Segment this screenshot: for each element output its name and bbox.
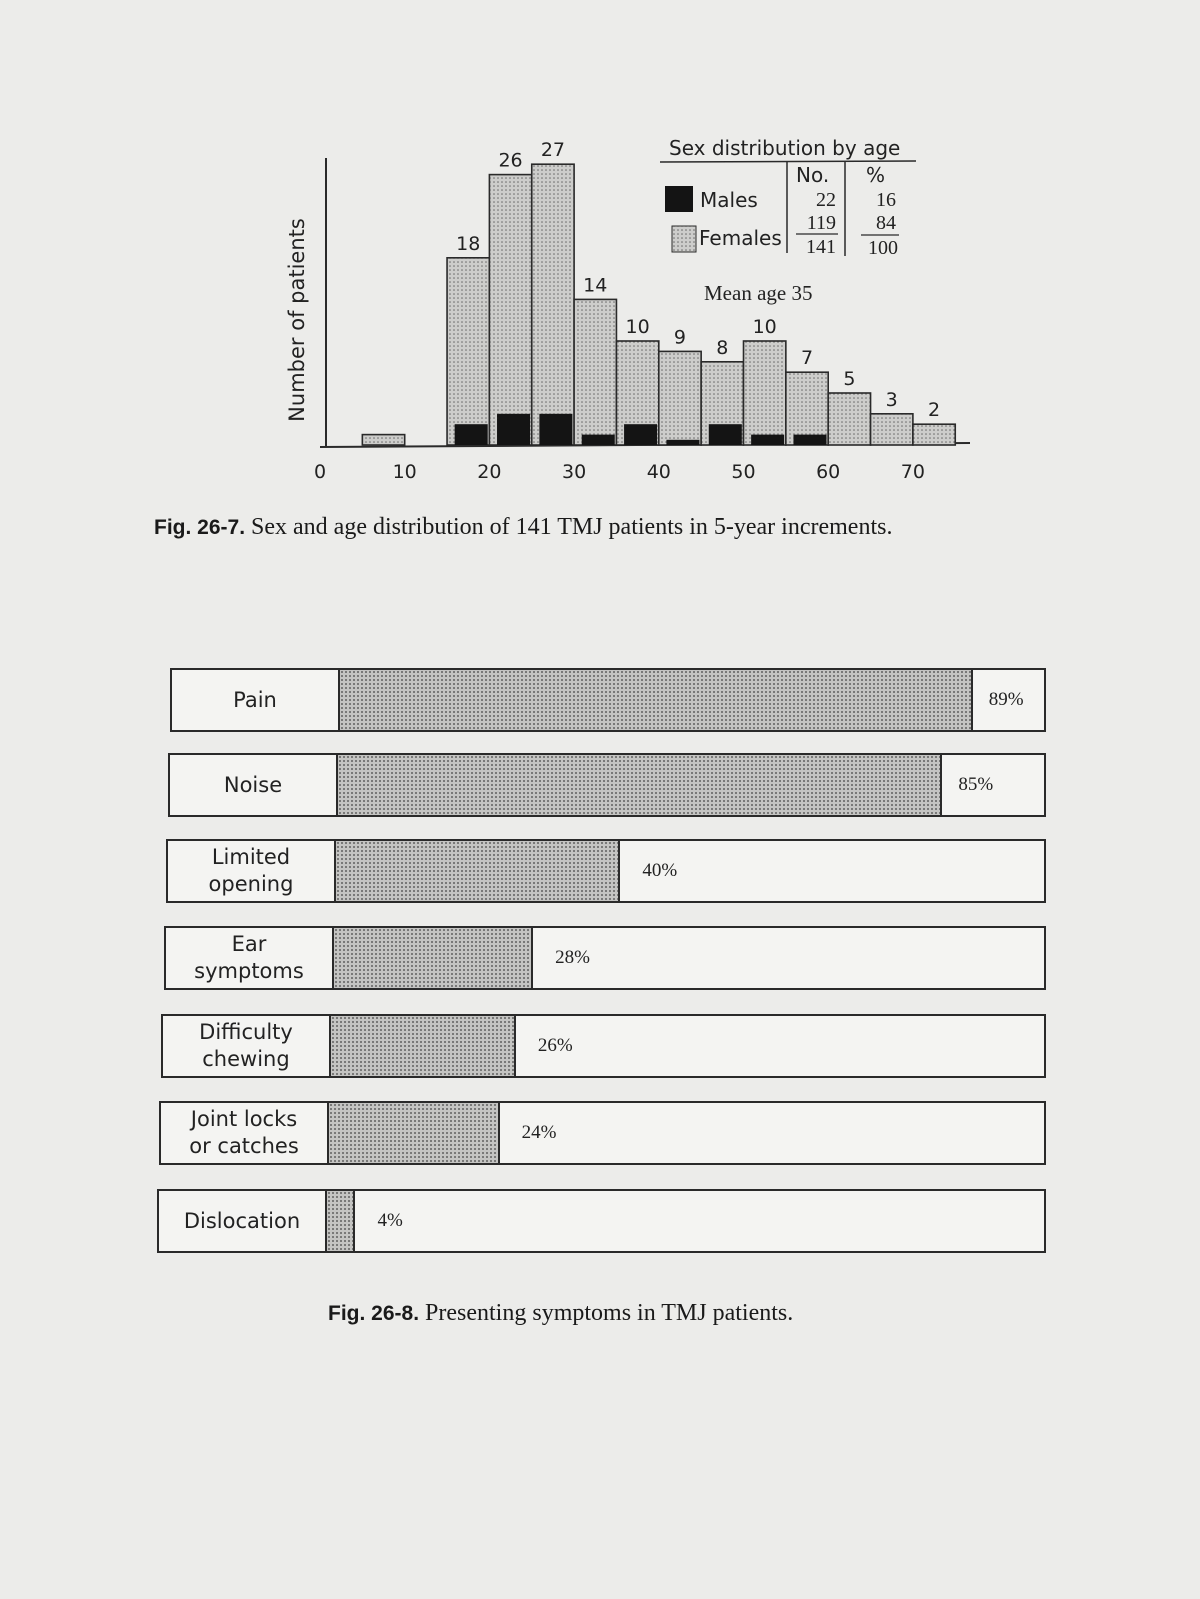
symptom-track <box>338 755 1044 815</box>
males-pct: 16 <box>876 189 896 211</box>
symptom-percent: 40% <box>642 860 678 881</box>
x-tick-label: 0 <box>313 461 327 483</box>
x-tick-label: 30 <box>562 461 587 483</box>
x-tick-label: 50 <box>731 461 756 483</box>
symptom-track <box>329 1103 1044 1163</box>
caption-1-text: Sex and age distribution of 141 TMJ patients in 5-year increments. <box>245 514 893 540</box>
mean-age: Mean age 35 <box>704 281 813 305</box>
symptom-label: Difficulty chewing <box>163 1016 331 1076</box>
bar-value-label: 9 <box>673 326 687 349</box>
symptom-row <box>168 753 1046 817</box>
symptom-track <box>340 670 1044 730</box>
x-tick-label: 60 <box>816 461 841 483</box>
symptom-track <box>334 928 1044 988</box>
x-tick-label: 20 <box>477 461 502 483</box>
x-tick-label: 10 <box>392 461 417 483</box>
females-no: 119 <box>806 212 836 234</box>
bar-value-label: 10 <box>625 316 650 338</box>
symptom-label: Noise <box>170 755 338 815</box>
bar-value-label: 3 <box>885 388 898 411</box>
symptom-bar <box>336 841 620 901</box>
legend-col-pct: % <box>866 163 886 187</box>
symptom-label: Dislocation <box>159 1191 327 1251</box>
symptom-row <box>157 1189 1046 1253</box>
symptom-track <box>336 841 1044 901</box>
bar-value-label: 26 <box>498 149 523 172</box>
symptom-label: Joint locks or catches <box>161 1103 329 1163</box>
symptom-label: Pain <box>172 670 340 730</box>
figure-caption-2 <box>328 1300 793 1327</box>
symptom-bar <box>334 928 533 988</box>
symptom-label: Ear symptoms <box>166 928 334 988</box>
caption-2-label: Fig. 26-8. <box>328 1302 420 1325</box>
bar-value-label: 10 <box>752 316 777 338</box>
symptom-row <box>166 839 1046 903</box>
symptom-bar <box>331 1016 516 1076</box>
symptom-bar <box>327 1191 355 1251</box>
symptom-percent: 89% <box>988 689 1024 710</box>
symptom-track <box>327 1191 1044 1251</box>
x-tick-label: 40 <box>646 461 671 483</box>
symptom-bar <box>338 755 942 815</box>
total-pct: 100 <box>868 237 898 259</box>
males-no: 22 <box>816 189 836 211</box>
symptom-percent: 4% <box>377 1210 403 1231</box>
females-pct: 84 <box>876 212 896 234</box>
symptom-percent: 26% <box>537 1035 573 1056</box>
legend-title: Sex distribution by age <box>669 136 901 160</box>
symptom-row <box>164 926 1046 990</box>
symptom-percent: 28% <box>555 947 590 968</box>
total-no: 141 <box>806 236 836 258</box>
caption-2-text: Presenting symptoms in TMJ patients. <box>419 1300 794 1326</box>
bar-value-label: 14 <box>583 274 608 297</box>
symptom-percent: 24% <box>521 1122 557 1143</box>
y-axis-label: Number of patients <box>285 218 309 422</box>
symptom-row <box>161 1014 1046 1078</box>
bar-value-label: 7 <box>800 347 814 370</box>
symptom-bar <box>340 670 973 730</box>
legend-female-label: Females <box>699 226 782 250</box>
symptom-bar <box>329 1103 500 1163</box>
symptom-row <box>170 668 1046 732</box>
symptom-row <box>159 1101 1046 1165</box>
x-tick-label: 70 <box>900 461 925 483</box>
caption-1-label: Fig. 26-7. <box>154 516 246 539</box>
symptom-label: Limited opening <box>168 841 336 901</box>
symptom-track <box>331 1016 1044 1076</box>
bar-value-label: 8 <box>716 336 729 359</box>
legend-male-label: Males <box>700 188 758 212</box>
symptom-percent: 85% <box>958 774 994 795</box>
bar-value-label: 18 <box>456 232 481 255</box>
bar-value-label: 27 <box>540 139 566 162</box>
bar-value-label: 2 <box>928 399 941 422</box>
legend-col-no: No. <box>796 163 830 187</box>
bar-value-label: 5 <box>843 368 856 390</box>
